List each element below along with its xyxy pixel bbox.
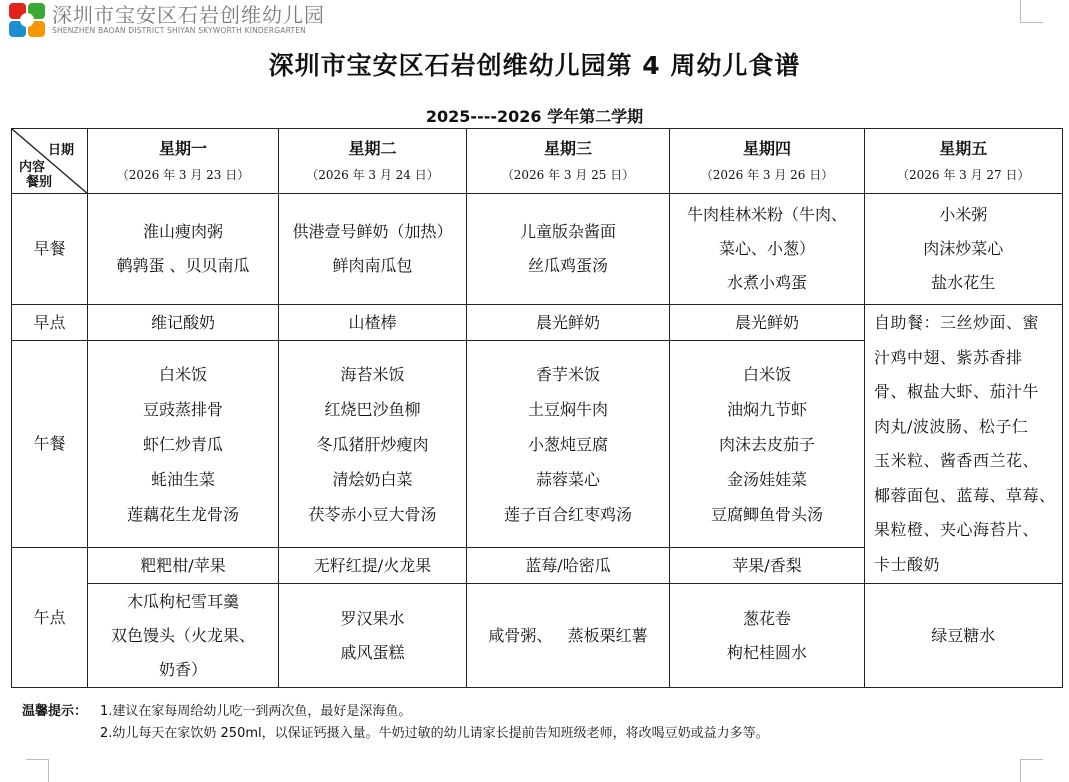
corner-label-meal: 餐别 <box>26 175 53 190</box>
menu-item: 奶香） <box>158 659 207 679</box>
meal-label-breakfast: 早餐 <box>12 194 88 305</box>
menu-item: 供港壹号鲜奶（加热） <box>292 222 453 241</box>
day-name: 星期五 <box>939 139 988 158</box>
menu-item: 金汤娃娃菜 <box>726 469 807 489</box>
menu-item: 小葱炖豆腐 <box>527 434 608 454</box>
menu-item: 丝瓜鸡蛋汤 <box>527 256 608 275</box>
menu-item: 儿童版杂酱面 <box>519 222 616 241</box>
afternoon-snack-tue <box>279 584 467 688</box>
menu-item: 茯苓赤小豆大骨汤 <box>308 504 437 524</box>
meal-label-morning-snack: 早点 <box>12 305 88 341</box>
logo-name-cn: 深圳市宝安区石岩创维幼儿园 <box>52 3 325 27</box>
menu-item: 鹌鹑蛋 、贝贝南瓜 <box>116 256 250 275</box>
day-name: 星期三 <box>543 139 592 158</box>
day-name: 星期二 <box>348 139 397 158</box>
morning-snack-thu: 晨光鲜奶 <box>670 305 865 341</box>
day-header-wed <box>467 129 670 194</box>
breakfast-row <box>12 194 1063 305</box>
buffet-line: 自助餐：三丝炒面、蜜 <box>874 313 1040 332</box>
kindergarten-emblem-icon <box>8 2 46 38</box>
morning-snack-mon: 维记酸奶 <box>88 305 279 341</box>
breakfast-mon <box>88 194 279 305</box>
morning-snack-wed: 晨光鲜奶 <box>467 305 670 341</box>
day-date: （2026 年 3 月 23 日） <box>116 168 250 182</box>
day-date: （2026 年 3 月 25 日） <box>501 168 635 182</box>
menu-item: 清烩奶白菜 <box>332 469 413 489</box>
menu-item: 冬瓜猪肝炒瘦肉 <box>316 434 429 454</box>
day-date: （2026 年 3 月 26 日） <box>700 168 834 182</box>
corner-label-date: 日期 <box>48 143 75 158</box>
menu-item: 木瓜枸杞雪耳羹 <box>126 591 239 611</box>
page-corner-mark <box>1020 759 1043 782</box>
afternoon-snack-mon <box>88 584 279 688</box>
tip-item: 1.建议在家每周给幼儿吃一到两次鱼，最好是深海鱼。 <box>100 704 412 719</box>
breakfast-wed <box>467 194 670 305</box>
menu-item: 白米饭 <box>742 364 791 384</box>
meal-label-afternoon-snack: 午点 <box>12 548 88 688</box>
weekly-menu-table <box>11 128 1063 688</box>
menu-item: 豆豉蒸排骨 <box>142 399 223 419</box>
page-subtitle: 2025----2026 学年第二学期 <box>425 107 644 126</box>
buffet-line: 果粒橙、夹心海苔片、 <box>874 520 1040 539</box>
menu-item: 枸杞桂圆水 <box>726 642 807 662</box>
corner-label-content: 内容 <box>19 160 46 175</box>
page-title: 深圳市宝安区石岩创维幼儿园第 4 周幼儿食谱 <box>268 51 801 80</box>
afternoon-snack-wed <box>467 584 670 688</box>
day-name: 星期一 <box>158 139 207 158</box>
menu-item: 咸骨粥、 蒸板栗红薯 <box>488 625 648 645</box>
friday-buffet-cell <box>865 305 1063 584</box>
tips-label: 温馨提示： <box>22 704 88 719</box>
fruit-mon: 粑粑柑/苹果 <box>88 548 279 584</box>
day-name: 星期四 <box>742 139 791 158</box>
day-header-tue <box>279 129 467 194</box>
menu-item: 水煮小鸡蛋 <box>726 273 807 292</box>
menu-item: 葱花卷 <box>742 608 791 628</box>
morning-snack-tue: 山楂棒 <box>279 305 467 341</box>
kindergarten-logo <box>8 2 325 38</box>
menu-item: 绿豆糖水 <box>931 625 996 645</box>
day-date: （2026 年 3 月 24 日） <box>306 168 439 182</box>
menu-item: 蚝油生菜 <box>150 469 215 489</box>
menu-item: 肉沫炒菜心 <box>923 239 1004 258</box>
buffet-line: 汁鸡中翅、紫苏香排 <box>874 347 1023 367</box>
fruit-thu: 苹果/香梨 <box>670 548 865 584</box>
lunch-tue <box>279 341 467 548</box>
buffet-line: 椰蓉面包、蓝莓、草莓、 <box>874 485 1056 505</box>
friday-buffet-text <box>874 306 1056 582</box>
buffet-line: 卡士酸奶 <box>874 554 941 574</box>
menu-item: 戚风蛋糕 <box>340 642 405 662</box>
afternoon-snack-row <box>12 584 1063 688</box>
menu-item: 小米粥 <box>939 205 988 224</box>
menu-item: 蒜蓉菜心 <box>535 469 600 489</box>
menu-item: 牛肉桂林米粉（牛肉、 <box>686 205 847 224</box>
menu-item: 肉沫去皮茄子 <box>718 434 815 454</box>
day-date: （2026 年 3 月 27 日） <box>896 168 1030 182</box>
page-corner-mark <box>26 759 49 782</box>
afternoon-snack-fri <box>865 584 1063 688</box>
breakfast-tue <box>279 194 467 305</box>
menu-item: 香芋米饭 <box>535 364 600 384</box>
page-corner-mark <box>1020 0 1043 23</box>
lunch-thu <box>670 341 865 548</box>
menu-item: 盐水花生 <box>931 273 996 292</box>
day-header-mon <box>88 129 279 194</box>
menu-item: 菜心、小葱） <box>718 239 815 258</box>
tip-item: 2.幼儿每天在家饮奶 250ml，以保证钙摄入量。牛奶过敏的幼儿请家长提前告知班级老师，将改喝豆奶或益力多等。 <box>100 726 769 741</box>
fruit-tue: 无籽红提/火龙果 <box>279 548 467 584</box>
menu-item: 双色馒头（火龙果、 <box>110 625 255 645</box>
menu-item: 莲子百合红枣鸡汤 <box>503 504 632 524</box>
menu-item: 罗汉果水 <box>340 608 405 628</box>
buffet-line: 骨、椒盐大虾、茄汁牛 <box>874 382 1040 401</box>
lunch-wed <box>467 341 670 548</box>
day-header-fri <box>865 129 1063 194</box>
menu-item: 红烧巴沙鱼柳 <box>324 399 421 419</box>
fruit-wed: 蓝莓/哈密瓜 <box>467 548 670 584</box>
afternoon-snack-thu <box>670 584 865 688</box>
tips-section <box>22 701 769 745</box>
menu-item: 虾仁炒青瓜 <box>142 434 223 454</box>
breakfast-fri <box>865 194 1063 305</box>
meal-label-lunch: 午餐 <box>12 341 88 548</box>
menu-item: 白米饭 <box>158 364 207 384</box>
menu-item: 莲藕花生龙骨汤 <box>126 504 239 524</box>
buffet-line: 肉丸/波波肠、松子仁 <box>874 416 1029 436</box>
emblem-center <box>20 13 34 27</box>
morning-snack-row <box>12 305 1063 341</box>
menu-item: 油焖九节虾 <box>726 399 807 419</box>
logo-name-en: SHENZHEN BAOAN DISTRICT SHIYAN SKYWORTH KINDERGARTEN <box>52 26 306 35</box>
header-corner-cell <box>12 129 88 194</box>
menu-item: 鲜肉南瓜包 <box>332 256 413 275</box>
menu-item: 淮山瘦肉粥 <box>142 222 223 241</box>
lunch-mon <box>88 341 279 548</box>
day-header-thu <box>670 129 865 194</box>
buffet-line: 玉米粒、酱香西兰花、 <box>874 451 1040 470</box>
menu-item: 土豆焖牛肉 <box>527 399 608 419</box>
header-row <box>12 129 1063 194</box>
menu-item: 豆腐鲫鱼骨头汤 <box>710 504 823 524</box>
breakfast-thu <box>670 194 865 305</box>
menu-item: 海苔米饭 <box>340 364 405 384</box>
